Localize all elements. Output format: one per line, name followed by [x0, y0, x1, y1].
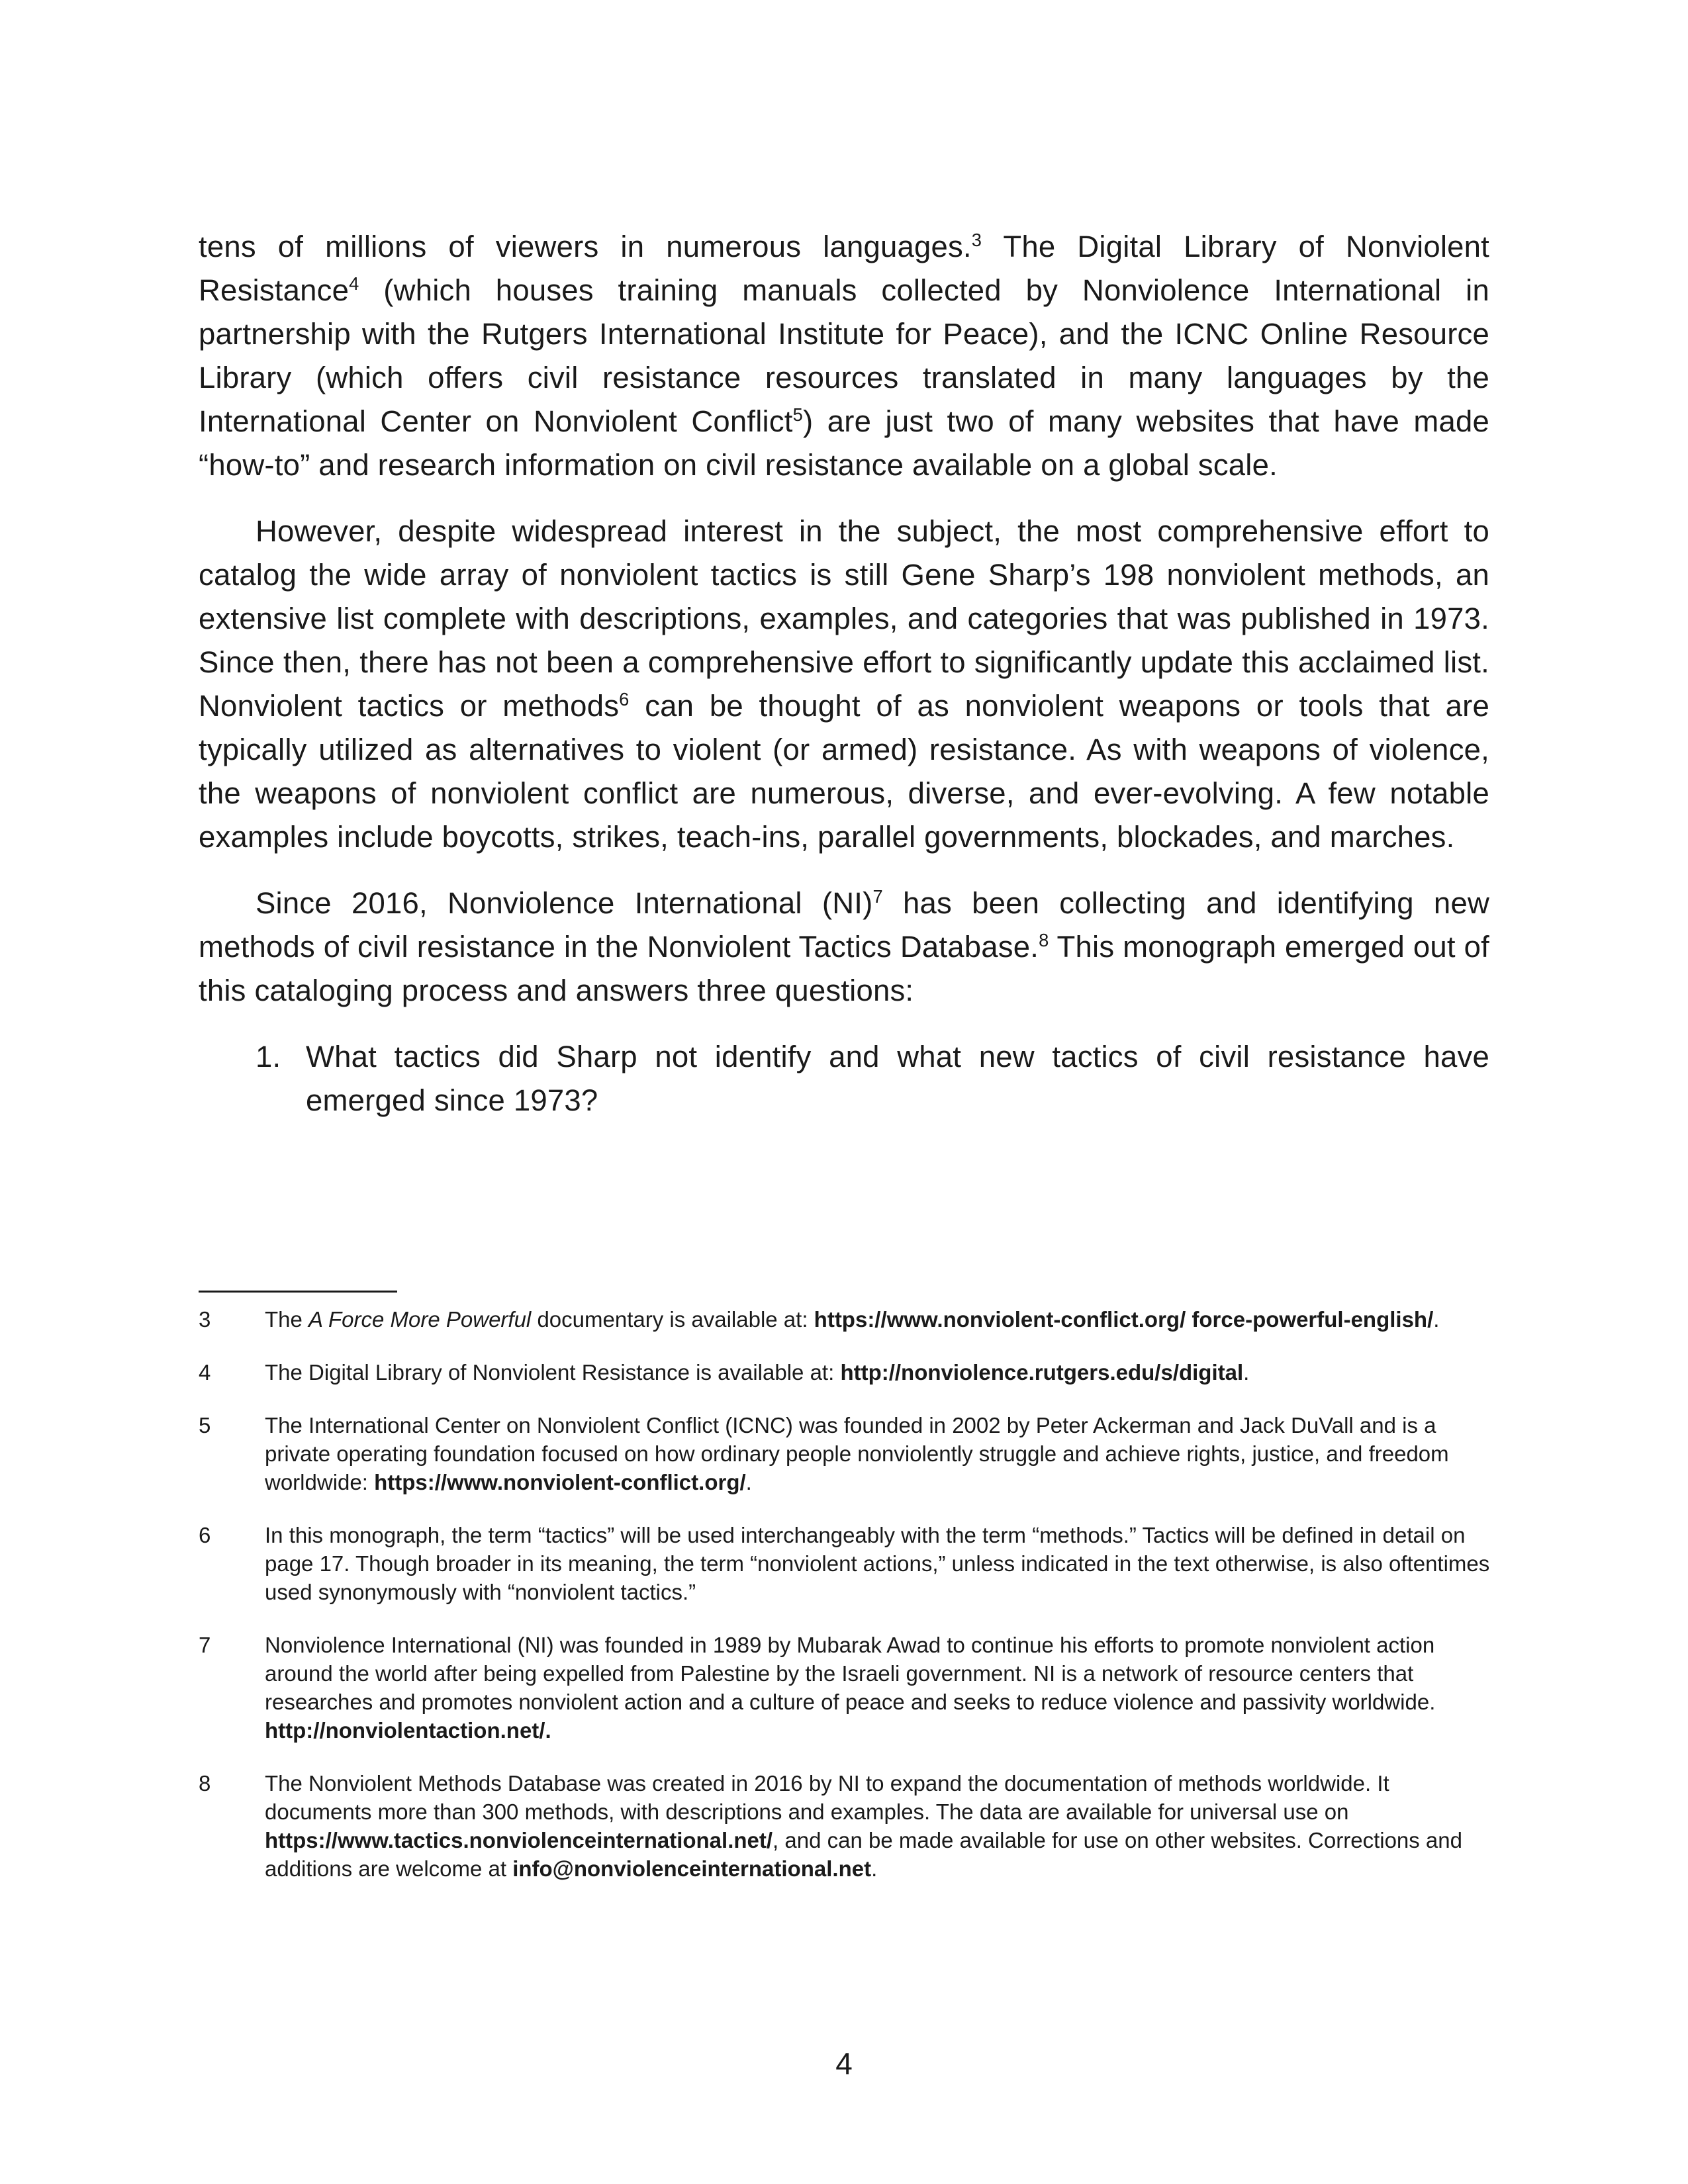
footnote-number: 8 [199, 1771, 211, 1796]
footnote-number: 7 [199, 1633, 211, 1657]
footnotes-section [199, 1305, 1496, 1907]
paragraph-3 [199, 882, 1489, 1013]
footnote-5 [199, 1411, 1496, 1496]
footnote-text: The Nonviolent Methods Database was created in 2016 by NI to expand the documentation of methods worldwide. It documents more than 300 methods, with descriptions and examples. The data are available for universal use on [265, 1771, 1389, 1824]
paragraph-1 [199, 225, 1489, 487]
footnote-text: The Digital Library of Nonviolent Resistance is available at: [265, 1360, 841, 1385]
footnote-title-italic: A Force More Powerful [308, 1307, 532, 1332]
footnote-text: . [1433, 1307, 1440, 1332]
main-body-text [199, 225, 1489, 1122]
paragraph-1-text-c: (which houses training manuals collected by Nonviolence International in partnership with the Rutgers International Institute for Peace), and the ICNC Online Resource Library (which offers civil resistance resources translated in many languages by the International Center on Nonviolent Conflict [199, 273, 1489, 438]
footnote-text: . [1243, 1360, 1250, 1385]
footnote-link[interactable]: https://www.nonviolent-conflict.org/ [374, 1470, 746, 1494]
page-number: 4 [835, 2046, 853, 2081]
paragraph-1-text-b: The Digital Library of Nonviolent Resistance [199, 230, 1489, 307]
list-item-number: 1. [256, 1040, 281, 1073]
footnote-ref-3[interactable]: 3 [971, 229, 982, 250]
footnote-number: 4 [199, 1360, 211, 1385]
footnote-ref-6[interactable]: 6 [619, 688, 630, 709]
footnote-4 [199, 1358, 1496, 1387]
footnote-6 [199, 1521, 1496, 1606]
list-item [199, 1035, 1489, 1122]
footnote-7 [199, 1631, 1496, 1745]
footnote-number: 3 [199, 1307, 211, 1332]
footnote-3 [199, 1305, 1496, 1334]
footnote-number: 5 [199, 1413, 211, 1437]
footnote-link[interactable]: http://nonviolence.rutgers.edu/s/digital [840, 1360, 1244, 1385]
footnote-ref-7[interactable]: 7 [872, 886, 883, 907]
paragraph-2 [199, 510, 1489, 859]
footnote-text: , and can be made available for use on other websites. Corrections and additions are welcome at [265, 1828, 1462, 1881]
footnote-text: documentary is available at: [531, 1307, 814, 1332]
footnote-text: The [265, 1307, 309, 1332]
footnote-ref-8[interactable]: 8 [1039, 929, 1049, 950]
footnote-8 [199, 1769, 1496, 1883]
footnote-link[interactable]: https://www.nonviolent-conflict.org/ force-powerful-english/ [814, 1307, 1434, 1332]
paragraph-2-text-b: can be thought of as nonviolent weapons or tools that are typically utilized as alternatives to violent (or armed) resistance. As with weapons of violence, the weapons of nonviolent conflict are numerous, diverse, and ever-evolving. A few notable examples include boycotts, strikes, teach-ins, parallel governments, blockades, and marches. [199, 689, 1489, 854]
paragraph-1-text-a: tens of millions of viewers in numerous languages. [199, 230, 972, 263]
footnote-link[interactable]: https://www.tactics.nonviolenceinternational.net/ [265, 1828, 773, 1852]
footnote-text: The International Center on Nonviolent Conflict (ICNC) was founded in 2002 by Peter Ackerman and Jack DuVall and is a private operating foundation focused on how ordinary people nonviolently struggle and achieve rights, justice, and freedom worldwide: [265, 1413, 1449, 1494]
paragraph-3-text-c: This monograph emerged out of this cataloging process and answers three questions: [199, 930, 1489, 1007]
list-item-text: What tactics did Sharp not identify and what new tactics of civil resistance have emerged since 1973? [306, 1040, 1489, 1117]
footnote-text: In this monograph, the term “tactics” will be used interchangeably with the term “methods.” Tactics will be defined in detail on page 17. Though broader in its meaning, the term “nonviolent actions,” unless indicated in the text otherwise, is also oftentimes used synonymously with “nonviolent tactics.” [265, 1523, 1490, 1604]
footnote-number: 6 [199, 1523, 211, 1547]
footnote-email-link[interactable]: info@nonviolenceinternational.net [512, 1856, 872, 1881]
questions-list [199, 1035, 1489, 1122]
footnote-separator [199, 1291, 397, 1293]
paragraph-3-text-a: Since 2016, Nonviolence International (NI) [256, 886, 873, 920]
footnote-link[interactable]: http://nonviolentaction.net/. [265, 1718, 551, 1743]
footnote-ref-4[interactable]: 4 [349, 273, 359, 294]
paragraph-2-text-a: However, despite widespread interest in the subject, the most comprehensive effort to catalog the wide array of nonviolent tactics is still Gene Sharp’s 198 nonviolent methods, an extensive list complete with descriptions, examples, and categories that was published in 1973. Since then, there has not been a comprehensive effort to significantly update this acclaimed list. Nonviolent tactics or methods [199, 514, 1489, 723]
footnote-text: Nonviolence International (NI) was founded in 1989 by Mubarak Awad to continue his efforts to promote nonviolent action around the world after being expelled from Palestine by the Israeli government. NI is a network of resource centers that researches and promotes nonviolent action and a culture of peace and seeks to reduce violence and passivity worldwide. [265, 1633, 1436, 1714]
footnote-text: . [871, 1856, 878, 1881]
footnote-text: . [745, 1470, 752, 1494]
footnote-ref-5[interactable]: 5 [792, 404, 804, 425]
paragraph-1-text-d: ) are just two of many websites that have made “how-to” and research information on civil resistance available on a global scale. [199, 404, 1489, 482]
paragraph-3-text-b: has been collecting and identifying new methods of civil resistance in the Nonviolent Tactics Database. [199, 886, 1490, 964]
